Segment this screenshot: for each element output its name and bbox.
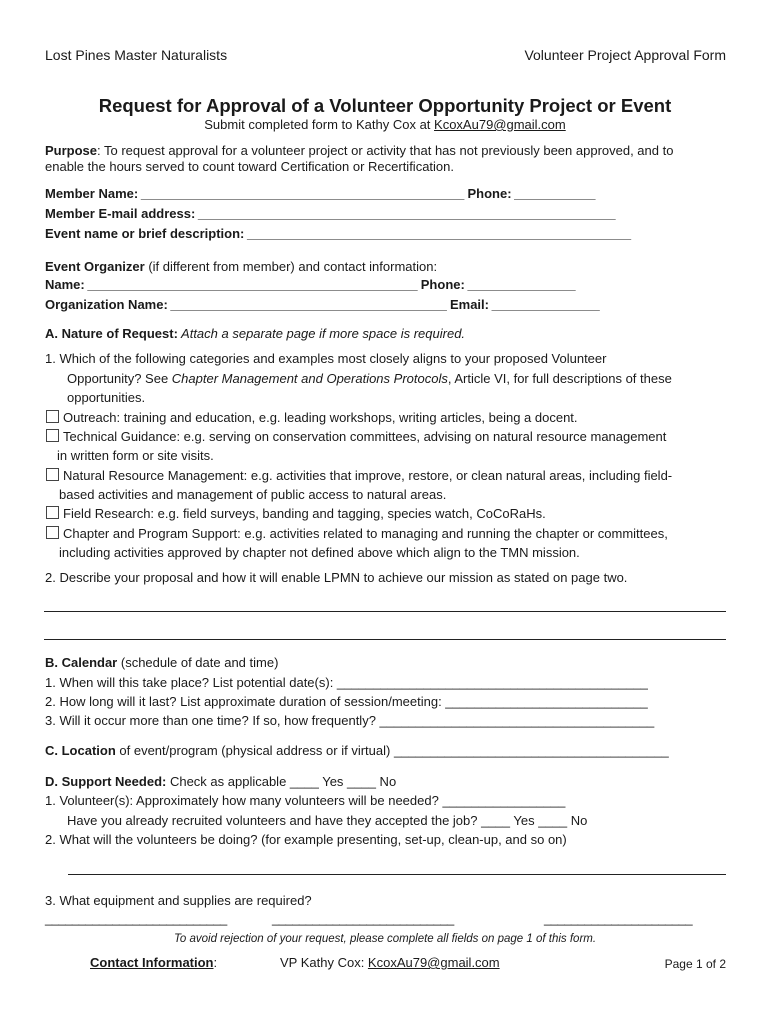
- section-a-heading: A. Nature of Request: Attach a separate page if more space is required.: [45, 326, 466, 341]
- field-research-checkbox[interactable]: [46, 506, 59, 519]
- question-a1-line-1: 1. Which of the following categories and examples most closely aligns to your proposed Volunteer: [45, 351, 607, 366]
- member-name-row: Member Name: ________________________________________________ Phone: ____________: [45, 186, 595, 201]
- section-b-heading: B. Calendar (schedule of date and time): [45, 655, 279, 670]
- purpose-line-2: enable the hours served to count toward Certification or Recertification.: [45, 159, 454, 174]
- option-natural-resource-cont: based activities and management of public access to natural areas.: [59, 487, 447, 502]
- section-c-row[interactable]: C. Location of event/program (physical address or if virtual) ______________________________________: [45, 743, 669, 758]
- submit-email-link[interactable]: KcoxAu79@gmail.com: [434, 117, 566, 132]
- question-a1-line-2: Opportunity? See Chapter Management and Operations Protocols, Article VI, for full descriptions of these: [67, 371, 672, 386]
- page-title: Request for Approval of a Volunteer Opportunity Project or Event: [98, 95, 672, 116]
- member-email-field[interactable]: : ______________________________________________________________: [190, 206, 616, 221]
- question-d1-line-1[interactable]: 1. Volunteer(s): Approximately how many volunteers will be needed? _________________: [45, 793, 566, 808]
- option-natural-resource: Natural Resource Management: e.g. activities that improve, restore, or clean natural areas, including field-: [46, 468, 672, 483]
- event-description-field[interactable]: : _________________________________________________________: [240, 226, 631, 241]
- option-field-research: Field Research: e.g. field surveys, banding and tagging, species watch, CoCoRaHs.: [46, 506, 546, 521]
- section-d-heading[interactable]: D. Support Needed: Check as applicable ____ Yes ____ No: [45, 774, 397, 789]
- question-b3[interactable]: 3. Will it occur more than one time? If so, how frequently? ______________________________________: [45, 713, 655, 728]
- equipment-blank-3[interactable]: ______________________: [544, 911, 693, 926]
- option-technical-guidance: Technical Guidance: e.g. serving on conservation committees, advising on natural resource management: [46, 429, 666, 444]
- chapter-support-checkbox[interactable]: [46, 526, 59, 539]
- event-description-row: Event name or brief description: _________________________________________________________: [45, 226, 631, 241]
- organizer-phone-field[interactable]: : ________________: [460, 277, 576, 292]
- question-d1-line-2[interactable]: Have you already recruited volunteers and have they accepted the job? ____ Yes ____ No: [67, 813, 588, 828]
- proposal-answer-line-2[interactable]: [44, 639, 726, 640]
- purpose-label: Purpose: [45, 143, 98, 158]
- option-technical-guidance-cont: in written form or site visits.: [57, 448, 214, 463]
- organizer-name-row: Name: _________________________________________________ Phone: ________________: [45, 277, 576, 292]
- option-chapter-support: Chapter and Program Support: e.g. activities related to managing and running the chapter or committees,: [46, 526, 668, 541]
- contact-information: Contact Information:: [90, 955, 218, 970]
- organizer-email-field[interactable]: : ________________: [484, 297, 600, 312]
- purpose-line-1: Purpose: To request approval for a volunteer project or activity that has not previously been approved, and to: [45, 143, 674, 158]
- question-d3: 3. What equipment and supplies are required?: [45, 893, 312, 908]
- vp-contact: VP Kathy Cox: KcoxAu79@gmail.com: [280, 955, 500, 970]
- question-d2: 2. What will the volunteers be doing? (for example presenting, set-up, clean-up, and so on): [45, 832, 567, 847]
- proposal-answer-line-1[interactable]: [44, 611, 726, 612]
- option-outreach: Outreach: training and education, e.g. leading workshops, writing articles, being a docent.: [46, 410, 578, 425]
- member-phone-field[interactable]: : ____________: [507, 186, 595, 201]
- equipment-blank-1[interactable]: ___________________________: [45, 911, 227, 926]
- equipment-blank-2[interactable]: ___________________________: [272, 911, 454, 926]
- header-form-name: Volunteer Project Approval Form: [524, 47, 726, 63]
- member-email-row: Member E-mail address: ______________________________________________________________: [45, 206, 616, 221]
- vp-email-link[interactable]: KcoxAu79@gmail.com: [367, 955, 500, 970]
- question-a2: 2. Describe your proposal and how it will enable LPMN to achieve our mission as stated on page two.: [45, 570, 628, 585]
- question-b2[interactable]: 2. How long will it last? List approximate duration of session/meeting: ____________________________: [45, 694, 648, 709]
- natural-resource-checkbox[interactable]: [46, 468, 59, 481]
- page-number: Page 1 of 2: [664, 957, 726, 971]
- volunteer-duties-answer-line[interactable]: [68, 874, 726, 875]
- question-b1[interactable]: 1. When will this take place? List potential date(s): ___________________________________________: [45, 675, 648, 690]
- footer-note: To avoid rejection of your request, please complete all fields on page 1 of this form.: [173, 933, 597, 945]
- organizer-name-field[interactable]: : _________________________________________________: [80, 277, 418, 292]
- question-a1-line-3: opportunities.: [67, 390, 146, 405]
- outreach-checkbox[interactable]: [46, 410, 59, 423]
- submit-instructions: Submit completed form to Kathy Cox at KcoxAu79@gmail.com: [204, 117, 566, 132]
- member-name-field[interactable]: : ________________________________________________: [133, 186, 464, 201]
- technical-guidance-checkbox[interactable]: [46, 429, 59, 442]
- organizer-heading: Event Organizer (if different from member) and contact information:: [45, 259, 438, 274]
- organization-name-field[interactable]: : _________________________________________: [163, 297, 447, 312]
- header-org-name: Lost Pines Master Naturalists: [45, 47, 228, 63]
- organization-row: Organization Name: _________________________________________ Email: ________________: [45, 297, 600, 312]
- option-chapter-support-cont: including activities approved by chapter not defined above which align to the TMN mission.: [59, 545, 580, 560]
